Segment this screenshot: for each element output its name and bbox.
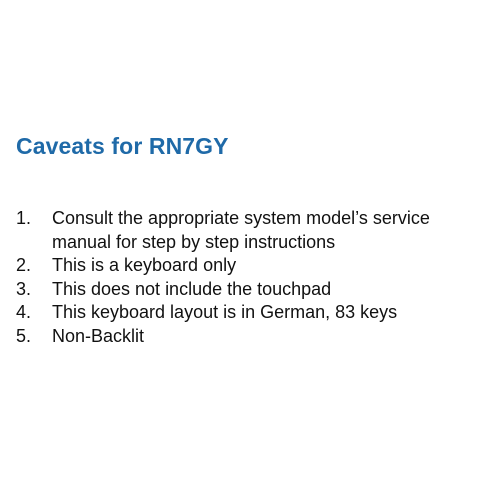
caveat-item [16, 207, 486, 254]
caveat-text: This does not include the touchpad [52, 278, 332, 299]
caveat-item [16, 301, 486, 325]
caveat-number: 4. [16, 302, 32, 322]
document-title: Caveats for RN7GY [16, 133, 229, 159]
caveat-item [16, 325, 486, 349]
caveat-number: 2. [16, 255, 32, 275]
caveat-list [16, 207, 486, 348]
caveat-text: This keyboard layout is in German, 83 keys [52, 302, 398, 322]
caveat-number: 3. [16, 278, 32, 299]
caveat-text: This is a keyboard only [52, 255, 237, 275]
caveat-text: Non-Backlit [52, 325, 145, 346]
caveat-item [16, 278, 486, 302]
caveat-number: 1. [16, 208, 32, 228]
caveat-text: Consult the appropriate system model’s service manual for step by step instructions [52, 208, 430, 252]
caveat-number: 5. [16, 325, 32, 346]
caveat-item [16, 254, 486, 278]
